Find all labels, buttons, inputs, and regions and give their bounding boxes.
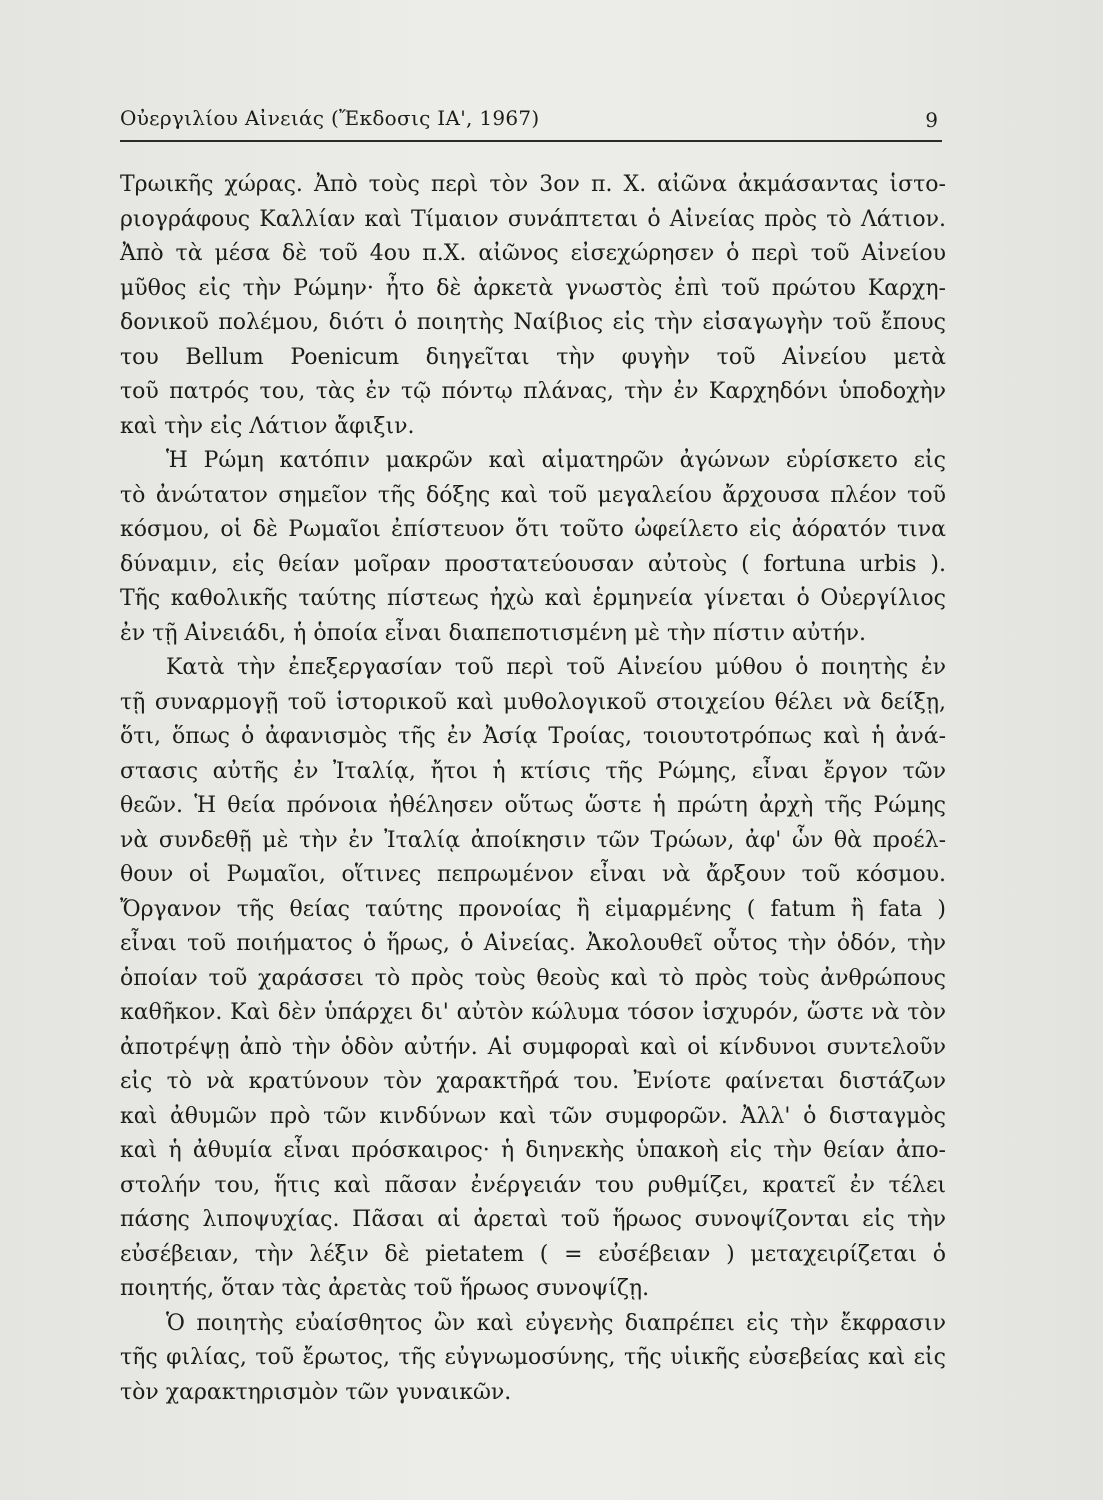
text-line: Ὄργανον τῆς θείας ταύτης προνοίας ἢ εἱμαρμένης ( fatum ἢ fata )	[120, 896, 946, 922]
text-line: εἶναι τοῦ ποιήματος ὁ ἥρως, ὁ Αἰνείας. Ἀκολουθεῖ οὗτος τὴν ὁδόν, τὴν	[120, 931, 946, 956]
text-line: καθῆκον. Καὶ δὲν ὑπάρχει δι' αὐτὸν κώλυμα τόσον ἰσχυρόν, ὥστε νὰ τὸν	[120, 1000, 946, 1025]
text-line: στασις αὐτῆς ἐν Ἰταλίᾳ, ἤτοι ἡ κτίσις τῆς Ρώμης, εἶναι ἔργον τῶν	[120, 758, 946, 784]
text-line: ἐν τῇ Αἰνειάδι, ἡ ὁποία εἶναι διαπεποτισμένη μὲ τὴν πίστιν αὐτήν.	[120, 620, 866, 646]
text-line: ὅτι, ὅπως ὁ ἀφανισμὸς τῆς ἐν Ἀσίᾳ Τροίας, τοιουτοτρόπως καὶ ἡ ἀνά-	[120, 724, 946, 749]
text-line: ριογράφους Καλλίαν καὶ Τίμαιον συνάπτεται ὁ Αἰνείας πρὸς τὸ Λάτιον.	[120, 206, 946, 232]
running-header	[120, 100, 942, 142]
text-line: τῆς φιλίας, τοῦ ἔρωτος, τῆς εὐγνωμοσύνης, τῆς υἱικῆς εὐσεβείας καὶ εἰς	[120, 1345, 946, 1370]
text-line: μῦθος εἰς τὴν Ρώμην· ἦτο δὲ ἀρκετὰ γνωστὸς ἐπὶ τοῦ πρώτου Καρχη-	[120, 275, 946, 301]
text-line: τὸν χαρακτηρισμὸν τῶν γυναικῶν.	[120, 1379, 512, 1405]
header-title: Οὐεργιλίου Αἰνειάς (Ἔκδοσις ΙΑ', 1967)	[120, 106, 540, 130]
text-line: θουν οἱ Ρωμαῖοι, οἵτινες πεπρωμένον εἶναι νὰ ἄρξουν τοῦ κόσμου.	[120, 862, 946, 887]
text-line: Ἀπὸ τὰ μέσα δὲ τοῦ 4ου π.Χ. αἰῶνος εἰσεχώρησεν ὁ περὶ τοῦ Αἰνείου	[120, 241, 946, 266]
text-line: δονικοῦ πολέμου, διότι ὁ ποιητὴς Ναίβιος εἰς τὴν εἰσαγωγὴν τοῦ ἔπους	[120, 310, 946, 335]
text-line: τῇ συναρμογῇ τοῦ ἱστορικοῦ καὶ μυθολογικοῦ στοιχείου θέλει νὰ δείξῃ,	[120, 689, 946, 715]
body-text	[120, 168, 946, 1410]
text-line: καὶ ἡ ἀθυμία εἶναι πρόσκαιρος· ἡ διηνεκὴς ὑπακοὴ εἰς τὴν θείαν ἀπο-	[120, 1138, 946, 1163]
paragraph-start: Ὁ ποιητὴς εὐαίσθητος ὢν καὶ εὐγενὴς διαπρέπει εἰς τὴν ἔκφρασιν	[166, 1310, 946, 1336]
text-line: εἰς τὸ νὰ κρατύνουν τὸν χαρακτῆρά του. Ἐνίοτε φαίνεται διστάζων	[120, 1069, 946, 1094]
paragraph-start: Ἡ Ρώμη κατόπιν μακρῶν καὶ αἱματηρῶν ἀγώνων εὑρίσκετο εἰς	[166, 448, 946, 473]
text-line: στολήν του, ἥτις καὶ πᾶσαν ἐνέργειάν του ρυθμίζει, κρατεῖ ἐν τέλει	[120, 1172, 946, 1198]
text-line: εὐσέβειαν, τὴν λέξιν δὲ pietatem ( = εὐσέβειαν ) μεταχειρίζεται ὁ	[120, 1241, 946, 1267]
text-line: τοῦ πατρός του, τὰς ἐν τῷ πόντῳ πλάνας, τὴν ἐν Καρχηδόνι ὑποδοχὴν	[120, 379, 946, 404]
text-line: πάσης λιποψυχίας. Πᾶσαι αἱ ἀρεταὶ τοῦ ἥρωος συνοψίζονται εἰς τὴν	[120, 1207, 946, 1232]
page-number: 9	[925, 108, 938, 132]
text-line: νὰ συνδεθῇ μὲ τὴν ἐν Ἰταλίᾳ ἀποίκησιν τῶν Τρώων, ἀφ' ὧν θὰ προέλ-	[120, 827, 946, 853]
text-line: του Bellum Poenicum διηγεῖται τὴν φυγὴν τοῦ Αἰνείου μετὰ	[120, 344, 946, 370]
text-line: κόσμου, οἱ δὲ Ρωμαῖοι ἐπίστευον ὅτι τοῦτο ὠφείλετο εἰς ἀόρατόν τινα	[120, 517, 946, 542]
text-line: Τῆς καθολικῆς ταύτης πίστεως ἠχὼ καὶ ἑρμηνεία γίνεται ὁ Οὐεργίλιος	[120, 586, 946, 611]
text-line: ἀποτρέψῃ ἀπὸ τὴν ὁδὸν αὐτήν. Αἱ συμφοραὶ καὶ οἱ κίνδυνοι συντελοῦν	[120, 1034, 946, 1060]
paragraph-start: Κατὰ τὴν ἐπεξεργασίαν τοῦ περὶ τοῦ Αἰνείου μύθου ὁ ποιητὴς ἐν	[166, 655, 946, 680]
text-line: καὶ ἀθυμῶν πρὸ τῶν κινδύνων καὶ τῶν συμφορῶν. Ἀλλ' ὁ δισταγμὸς	[120, 1103, 946, 1129]
text-line: Τρωικῆς χώρας. Ἀπὸ τοὺς περὶ τὸν 3ον π. Χ. αἰῶνα ἀκμάσαντας ἱστο-	[120, 172, 946, 197]
text-line: ὁποίαν τοῦ χαράσσει τὸ πρὸς τοὺς θεοὺς καὶ τὸ πρὸς τοὺς ἀνθρώπους	[120, 965, 946, 991]
text-line: θεῶν. Ἡ θεία πρόνοια ἠθέλησεν οὕτως ὥστε ἡ πρώτη ἀρχὴ τῆς Ρώμης	[120, 793, 946, 818]
text-line: καὶ τὴν εἰς Λάτιον ἄφιξιν.	[120, 413, 415, 439]
text-line: τὸ ἀνώτατον σημεῖον τῆς δόξης καὶ τοῦ μεγαλείου ἄρχουσα πλέον τοῦ	[120, 482, 946, 508]
text-line: δύναμιν, εἰς θείαν μοῖραν προστατεύουσαν αὐτοὺς ( fortuna urbis ).	[120, 551, 946, 577]
text-line: ποιητής, ὅταν τὰς ἀρετὰς τοῦ ἥρωος συνοψίζῃ.	[120, 1276, 650, 1301]
